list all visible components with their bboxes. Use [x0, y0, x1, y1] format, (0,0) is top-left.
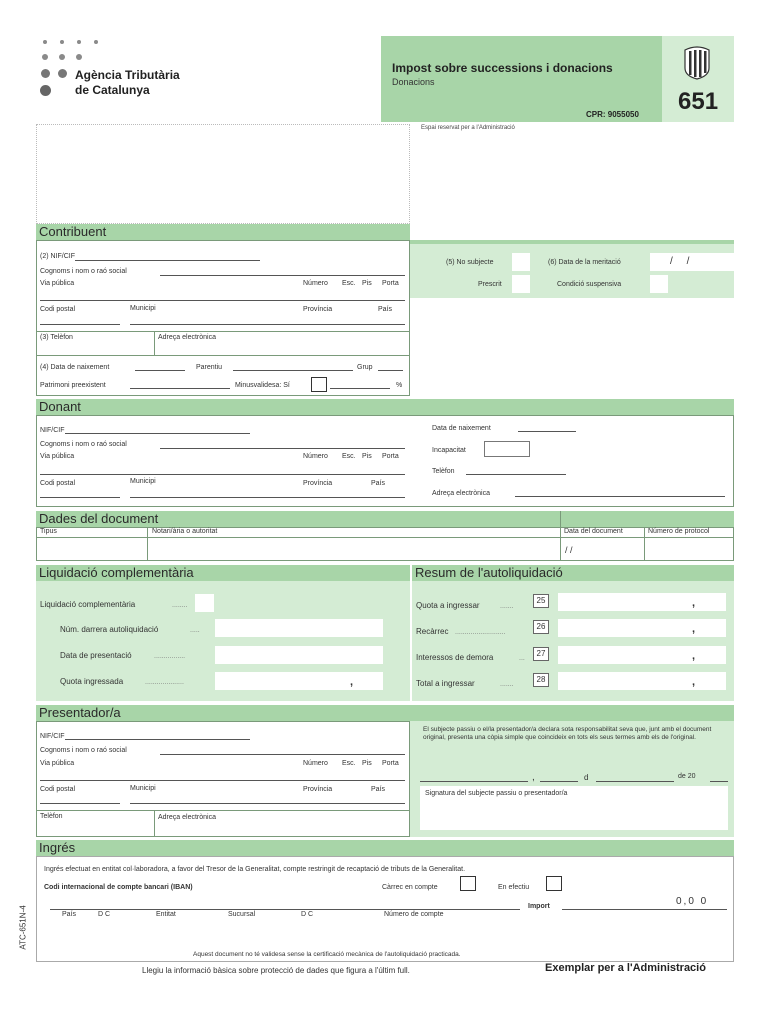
document-tipus-label: Tipus — [40, 528, 57, 535]
efectiu-checkbox[interactable] — [546, 876, 562, 891]
iban-sucursal-label: Sucursal — [228, 911, 256, 918]
presentador-municipi-field[interactable] — [130, 803, 405, 804]
resum-quota-num: 25 — [533, 594, 549, 608]
num-darrera-label: Núm. darrera autoliquidació — [60, 625, 159, 634]
signature-place-field[interactable] — [420, 781, 528, 782]
agency-name-line1: Agència Tributària — [75, 68, 180, 82]
footer-validesa-note: Aquest document no té validesa sense la certificació mecànica de l'autoliquidació practicada. — [193, 951, 461, 958]
presentador-pis-label: Pis — [362, 760, 372, 767]
donant-provincia-label: Província — [303, 480, 333, 487]
donant-municipi-label: Municipi — [130, 478, 156, 485]
num-darrera-field[interactable] — [215, 619, 383, 637]
donant-naixement-field[interactable] — [518, 431, 576, 432]
presentador-nif-label: NIF/CIF — [40, 733, 65, 740]
condicio-suspensiva-label: Condició suspensiva — [557, 281, 622, 288]
catalan-shield-icon — [682, 46, 712, 80]
presentador-declaration-text: El subjecte passiu o el/la presentador/a declara sota responsabilitat seva que, junt amb el document original, presenta una còpia simple que coincideix en tots els seus termes amb els de l'original. — [423, 726, 712, 741]
resum-total-field[interactable] — [558, 672, 726, 690]
contribuent-cp-label: Codi postal — [40, 306, 76, 313]
data-presentacio-field[interactable] — [215, 646, 383, 664]
document-date-slashes: / / — [565, 545, 573, 555]
presentador-porta-label: Porta — [382, 760, 399, 767]
section-title-presentador: Presentador/a — [36, 705, 734, 721]
donant-incapacitat-label: Incapacitat — [432, 447, 466, 454]
ingres-text: Ingrés efectuat en entitat col·laboradora, a favor del Tresor de la Generalitat, compte restringit de recaptació de tributs de la Generalitat. — [44, 866, 466, 873]
donant-naixement-label: Data de naixement — [432, 425, 491, 432]
contribuent-esc-label: Esc. — [342, 280, 356, 287]
donant-nif-field[interactable] — [65, 433, 250, 434]
resum-interessos-num: 27 — [533, 647, 549, 661]
section-title-resum: Resum de l'autoliquidació — [412, 565, 734, 581]
contribuent-provincia-label: Província — [303, 306, 333, 313]
resum-total-num: 28 — [533, 673, 549, 687]
signature-day-field[interactable] — [540, 781, 578, 782]
no-subjecte-label: (5) No subjecte — [446, 259, 494, 266]
condicio-suspensiva-checkbox[interactable] — [650, 275, 668, 293]
contribuent-minusvalidesa-checkbox[interactable] — [311, 377, 327, 392]
liq-comp-label: Liquidació complementària — [40, 600, 136, 609]
document-data-label: Data del document — [564, 528, 623, 535]
donant-numero-label: Número — [303, 453, 328, 460]
contribuent-cp-field[interactable] — [40, 324, 120, 325]
contribuent-cognoms-label: Cognoms i nom o raó social — [40, 268, 127, 275]
signature-year-label: de 20 — [678, 773, 696, 780]
contribuent-numero-label: Número — [303, 280, 328, 287]
donant-adreca-field[interactable] — [515, 496, 725, 497]
model-number: 651 — [678, 88, 719, 115]
donant-cognoms-field[interactable] — [160, 448, 405, 449]
efectiu-label: En efectiu — [498, 884, 530, 891]
donant-pais-label: País — [371, 480, 386, 487]
contribuent-minusvalidesa-label: Minusvalidesa: Sí — [235, 382, 290, 389]
contribuent-nif-field[interactable] — [75, 260, 260, 261]
footer-copy-label: Exemplar per a l'Administració — [545, 962, 706, 974]
donant-via-field[interactable] — [40, 474, 405, 475]
donant-cp-field[interactable] — [40, 497, 120, 498]
presentador-adreca-label: Adreça electrònica — [158, 814, 216, 821]
presentador-via-field[interactable] — [40, 780, 405, 781]
contribuent-via-field[interactable] — [40, 300, 405, 301]
address-window-box — [36, 124, 410, 224]
cpr-code: CPR: 9055050 — [586, 110, 639, 119]
section-title-ingres: Ingrés — [36, 840, 734, 856]
resum-recarrec-label: Recàrrec — [416, 627, 449, 636]
contribuent-pais-label: País — [378, 306, 393, 313]
data-meritacio-field[interactable] — [650, 253, 734, 271]
contribuent-cognoms-field[interactable] — [160, 275, 405, 276]
donant-via-label: Via pública — [40, 453, 75, 460]
prescrit-label: Prescrit — [478, 281, 502, 288]
contribuent-parentiu-label: Parentiu — [196, 364, 223, 371]
donant-esc-label: Esc. — [342, 453, 356, 460]
quota-ingressada-comma: , — [350, 676, 354, 688]
presentador-cp-field[interactable] — [40, 803, 120, 804]
tax-subtitle: Donacions — [392, 77, 435, 87]
document-notari-label: Notari/ària o autoritat — [152, 528, 218, 535]
resum-quota-label: Quota a ingressar — [416, 601, 480, 610]
resum-interessos-field[interactable] — [558, 646, 726, 664]
contribuent-naixement-field[interactable] — [135, 370, 185, 371]
tax-title: Impost sobre successions i donacions — [392, 61, 613, 75]
import-field[interactable] — [562, 909, 727, 910]
donant-nif-label: NIF/CIF — [40, 427, 65, 434]
signature-month-field[interactable] — [596, 781, 674, 782]
carrec-checkbox[interactable] — [460, 876, 476, 891]
contribuent-panel — [36, 240, 410, 396]
donant-municipi-field[interactable] — [130, 497, 405, 498]
contribuent-nif-label: (2) NIF/CIF — [40, 253, 75, 260]
resum-recarrec-num: 26 — [533, 620, 549, 634]
import-value: 0,0 0 — [676, 896, 709, 907]
contribuent-grup-field[interactable] — [378, 370, 403, 371]
section-title-donant: Donant — [36, 399, 734, 415]
admin-space-label: Espai reservat per a l'Administració — [421, 125, 515, 131]
presentador-esc-label: Esc. — [342, 760, 356, 767]
donant-pis-label: Pis — [362, 453, 372, 460]
iban-compte-label: Número de compte — [384, 911, 444, 918]
quota-ingressada-label: Quota ingressada — [60, 677, 124, 686]
liq-comp-checkbox[interactable] — [195, 594, 214, 612]
no-subjecte-checkbox[interactable] — [512, 253, 530, 271]
presentador-municipi-label: Municipi — [130, 785, 156, 792]
data-meritacio-slashes: / / — [670, 256, 690, 267]
presentador-cp-label: Codi postal — [40, 786, 76, 793]
contribuent-grup-label: Grup — [357, 364, 373, 371]
quota-ingressada-field[interactable] — [215, 672, 383, 690]
contribuent-pis-label: Pis — [362, 280, 372, 287]
contribuent-via-label: Via pública — [40, 280, 75, 287]
donant-panel — [36, 415, 734, 507]
presentador-cognoms-field[interactable] — [160, 754, 405, 755]
donant-incapacitat-field[interactable] — [484, 441, 530, 457]
presentador-via-label: Via pública — [40, 760, 75, 767]
side-form-code: ATC-651N-4 — [18, 905, 28, 950]
iban-dc1-label: D C — [98, 911, 111, 918]
iban-entitat-label: Entitat — [156, 911, 176, 918]
prescrit-checkbox[interactable] — [512, 275, 530, 293]
resum-interessos-label: Interessos de demora — [416, 653, 494, 662]
resum-recarrec-field[interactable] — [558, 619, 726, 637]
presentador-telefon-label: Telèfon — [40, 813, 63, 820]
document-protocol-label: Número de protocol — [648, 528, 710, 535]
contribuent-porta-label: Porta — [382, 280, 399, 287]
iban-pais-label: País — [62, 911, 77, 918]
section-title-liquidacio: Liquidació complementària — [36, 565, 410, 581]
iban-dc2-label: D C — [301, 911, 314, 918]
signature-year-field[interactable] — [710, 781, 728, 782]
donant-telefon-label: Telèfon — [432, 468, 455, 475]
donant-adreca-label: Adreça electrònica — [432, 490, 490, 497]
agency-name-line2: de Catalunya — [75, 83, 150, 97]
presentador-nif-field[interactable] — [65, 739, 250, 740]
import-label: Import — [528, 903, 550, 910]
donant-cp-label: Codi postal — [40, 480, 76, 487]
contribuent-patrimoni-label: Patrimoni preexistent — [40, 382, 106, 389]
signature-label: Signatura del subjecte passiu o presentador/a — [425, 790, 568, 797]
iban-label: Codi internacional de compte bancari (IBAN) — [44, 884, 193, 891]
section-title-document: Dades del document — [36, 511, 560, 527]
presentador-cognoms-label: Cognoms i nom o raó social — [40, 747, 127, 754]
data-presentacio-label: Data de presentació — [60, 651, 132, 660]
donant-cognoms-label: Cognoms i nom o raó social — [40, 441, 127, 448]
donant-porta-label: Porta — [382, 453, 399, 460]
document-panel — [36, 527, 734, 561]
presentador-provincia-label: Província — [303, 786, 333, 793]
signature-comma: , — [532, 772, 535, 783]
contribuent-minusvalidesa-percent-field[interactable] — [330, 388, 390, 389]
contribuent-naixement-label: (4) Data de naixement — [40, 364, 110, 371]
presentador-numero-label: Número — [303, 760, 328, 767]
contribuent-percent-label: % — [396, 382, 403, 389]
contribuent-telefon-label: (3) Telèfon — [40, 334, 73, 341]
contribuent-municipi-label: Municipi — [130, 305, 156, 312]
footer-data-protection-note: Llegiu la informació bàsica sobre protecció de dades que figura a l'últim full. — [142, 966, 410, 975]
contribuent-patrimoni-field[interactable] — [130, 388, 230, 389]
carrec-label: Càrrec en compte — [382, 884, 438, 891]
iban-field[interactable] — [50, 909, 520, 910]
signature-d-label: d — [584, 773, 589, 782]
contribuent-parentiu-field[interactable] — [233, 370, 353, 371]
contribuent-adreca-label: Adreça electrònica — [158, 334, 216, 341]
section-title-contribuent: Contribuent — [36, 224, 410, 240]
donant-telefon-field[interactable] — [466, 474, 566, 475]
contribuent-municipi-field[interactable] — [130, 324, 405, 325]
presentador-pais-label: País — [371, 786, 386, 793]
data-meritacio-label: (6) Data de la meritació — [548, 259, 621, 266]
resum-quota-field[interactable] — [558, 593, 726, 611]
resum-total-label: Total a ingressar — [416, 679, 475, 688]
